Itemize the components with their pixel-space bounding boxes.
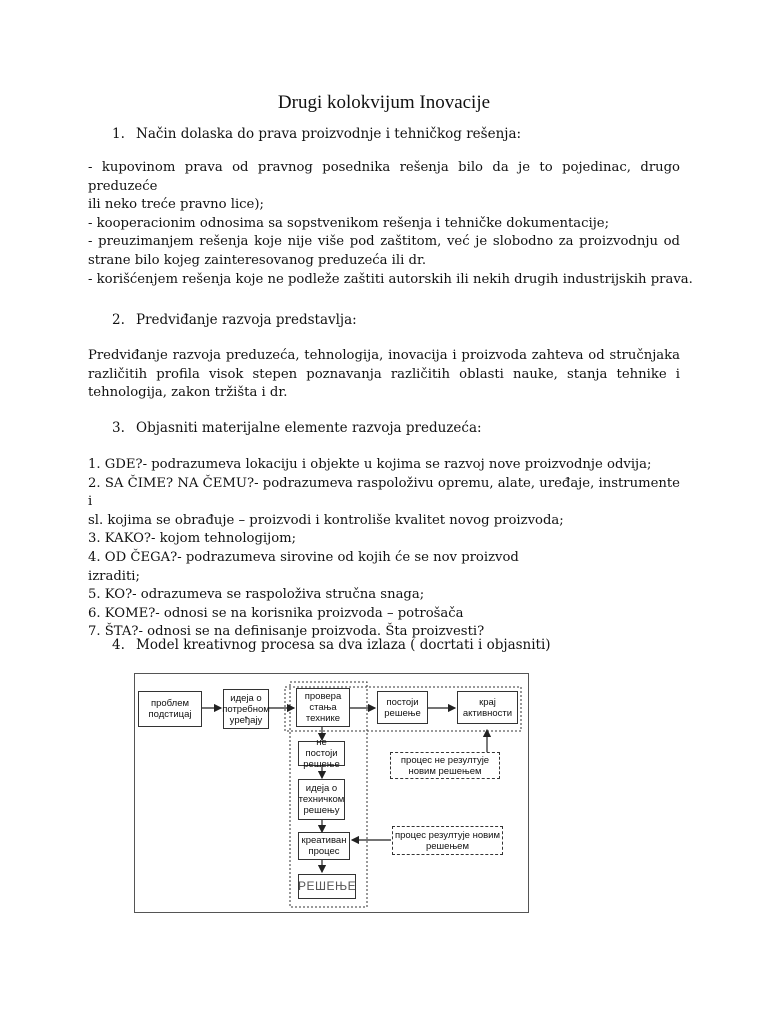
answer-line: ili neko treće pravno lice); [88, 197, 264, 213]
answer-1 [88, 159, 693, 289]
box-proces-ne-rezultuje: процес не резултује новим решењем [390, 752, 500, 779]
document-title: Drugi kolokvijum Inovacije [277, 92, 491, 113]
box-resenje: РЕШЕЊЕ [298, 874, 356, 899]
answer-line: različitih profila visok stepen poznavanja različitih oblasti nauke, stanja tehnike i [88, 366, 680, 382]
question-4-heading [112, 637, 551, 653]
answer-3 [88, 456, 680, 642]
answer-line: Predviđanje razvoja preduzeća, tehnologija, inovacija i proizvoda zahteva od stručnjaka [88, 348, 680, 363]
question-number: 2. [112, 312, 125, 328]
creative-process-diagram [134, 673, 529, 913]
question-text: Predviđanje razvoja predstavlja: [136, 312, 357, 328]
box-kreativan: креативан процес [298, 832, 350, 860]
box-ideja-o-potrebnom: идеја о потребном уређају [223, 689, 269, 729]
answer-line: 1. GDE?- podrazumeva lokaciju i objekte u kojima se razvoj nove proizvodnje odvija; [88, 457, 652, 472]
box-proces-rezultuje: процес резултује новим решењем [392, 826, 503, 855]
box-provera: провера стања технике [296, 688, 350, 727]
question-text: Model kreativnog procesa sa dva izlaza ( docrtati i objasniti) [136, 637, 551, 653]
question-2-heading [112, 312, 357, 328]
question-text: Način dolaska do prava proizvodnje i tehničkog rešenja: [136, 126, 522, 142]
answer-line: - preuzimanjem rešenja koje nije više pod zaštitom, već je slobodno za proizvodnju od [88, 234, 680, 250]
answer-2 [88, 347, 680, 403]
answer-line: 4. OD ČEGA?- podrazumeva sirovine od kojih će se nov proizvod [88, 549, 519, 565]
question-1-heading [112, 126, 521, 142]
answer-line: tehnologija, zakon tržišta i dr. [88, 385, 288, 401]
question-number: 3. [112, 420, 125, 436]
answer-line: - kupovinom prava od pravnog posednika rešenja bilo da je to pojedinac, drugo preduzeće [88, 160, 680, 194]
answer-line: 2. SA ČIME? NA ČEMU?- podrazumeva raspoloživu opremu, alate, uređaje, instrumente i [88, 475, 680, 510]
answer-line: - kooperacionim odnosima sa sopstvenikom rešenja i tehničke dokumentacije; [88, 215, 610, 231]
box-problem: проблем подстицај [138, 691, 202, 727]
answer-line: 5. KO?- odrazumeva se raspoloživa stručna snaga; [88, 587, 425, 603]
answer-line: 3. KAKO?- kojom tehnologijom; [88, 531, 297, 547]
box-kraj: крај активности [457, 691, 518, 724]
answer-line: sl. kojima se obrađuje – proizvodi i kontroliše kvalitet novog proizvoda; [88, 512, 564, 528]
question-3-heading [112, 420, 482, 436]
answer-line: 6. KOME?- odnosi se na korisnika proizvoda – potrošača [88, 605, 464, 621]
box-postoji: постоји решење [377, 691, 428, 724]
box-ideja-o-tehnickom: идеја о техничком решењу [298, 779, 345, 820]
answer-line: 7. ŠTA?- odnosi se na definisanje proizvoda. Šta proizvesti? [88, 624, 485, 640]
answer-line: strane bilo kojeg zainteresovanog preduzeća ili dr. [88, 252, 427, 268]
question-number: 4. [112, 637, 125, 653]
answer-line: - korišćenjem rešenja koje ne podleže zaštiti autorskih ili nekih drugih industrijskih prava. [88, 271, 693, 287]
box-ne-postoji: не постоји решење [298, 741, 345, 766]
question-number: 1. [112, 126, 125, 142]
question-text: Objasniti materijalne elemente razvoja preduzeća: [136, 420, 482, 436]
answer-line: izraditi; [88, 568, 140, 584]
